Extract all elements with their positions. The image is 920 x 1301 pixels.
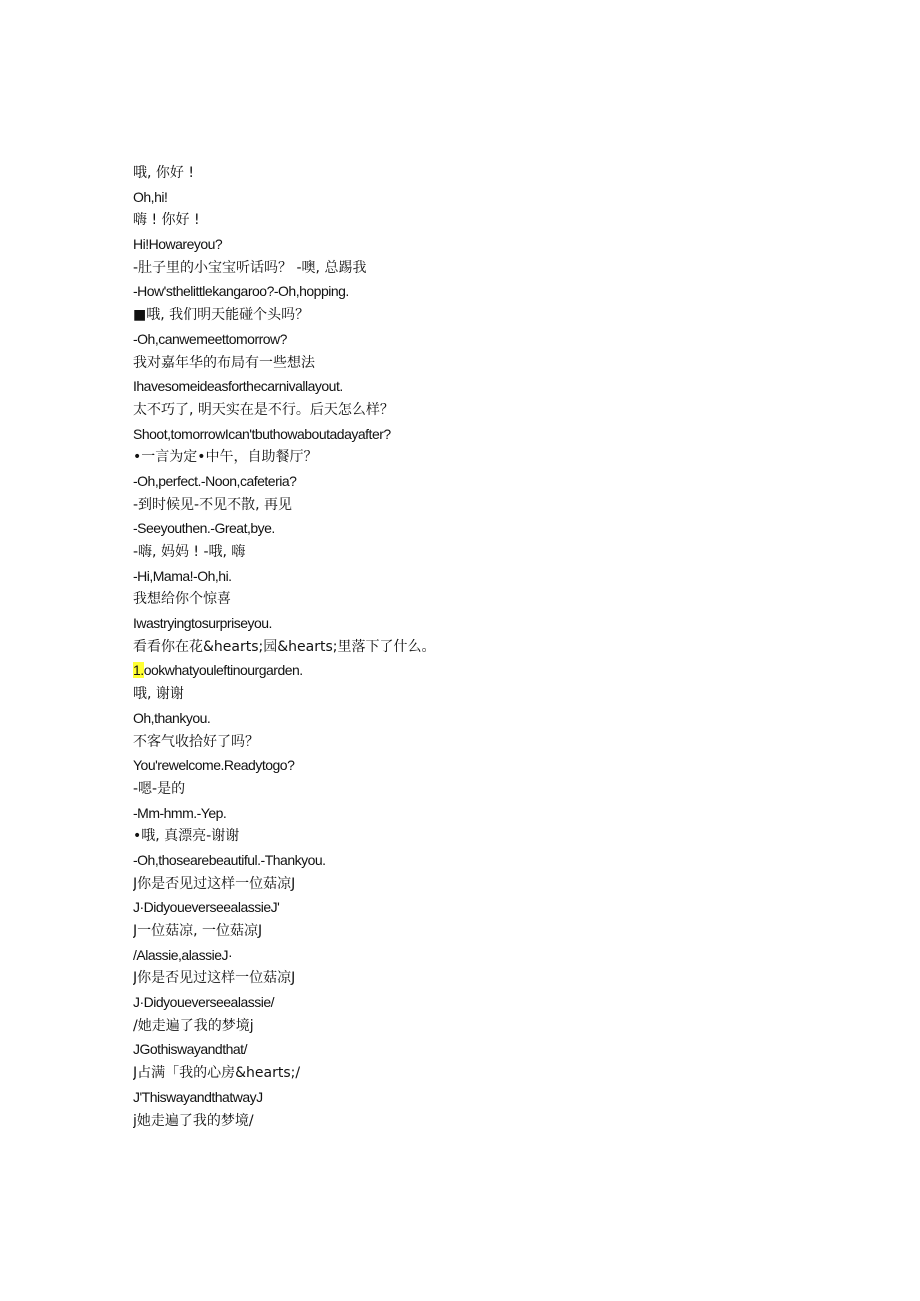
- line-text: J·Didyoueverseealassie/: [133, 994, 275, 1011]
- line-text: J占满「我的心房&hearts;/: [133, 1065, 301, 1082]
- line-text: /她走遍了我的梦境j: [133, 1017, 254, 1034]
- line-text: -到时候见-不见不散, 再见: [133, 496, 293, 513]
- english-line: [133, 802, 833, 826]
- english-line: [133, 849, 833, 873]
- english-line: [133, 707, 833, 731]
- chinese-line: [133, 1062, 833, 1086]
- chinese-line: [133, 352, 833, 376]
- line-text: -肚子里的小宝宝听话吗？ -噢, 总踢我: [133, 259, 367, 276]
- chinese-line: [133, 541, 833, 565]
- line-text: -嗯-是的: [133, 780, 186, 797]
- chinese-line: [133, 446, 833, 470]
- line-text: -Hi,Mama!-Oh,hi.: [133, 567, 232, 584]
- english-line: [133, 944, 833, 968]
- english-line: [133, 517, 833, 541]
- english-line: [133, 233, 833, 257]
- line-text: -Oh,perfect.-Noon,cafeteria?: [133, 472, 297, 489]
- line-text: 哦, 谢谢: [133, 686, 184, 703]
- line-text: -Oh,canwemeettomorrow?: [133, 330, 287, 347]
- line-text: Ihavesomeideasforthecarnivallayout.: [133, 378, 343, 395]
- chinese-line: [133, 1110, 833, 1134]
- chinese-line: [133, 825, 833, 849]
- english-line: [133, 1038, 833, 1062]
- line-text: Oh,hi!: [133, 188, 168, 205]
- english-line: [133, 423, 833, 447]
- line-text: 嗨 ! 你好 !: [133, 212, 200, 229]
- subtitle-lines: [133, 162, 833, 1133]
- english-line: [133, 280, 833, 304]
- line-text: -Mm-hmm.-Yep.: [133, 804, 227, 821]
- english-line: [133, 754, 833, 778]
- chinese-line: [133, 778, 833, 802]
- line-text: •哦, 真漂亮-谢谢: [133, 828, 240, 845]
- highlighted-prefix: 1.: [133, 662, 144, 679]
- chinese-line: [133, 399, 833, 423]
- line-text: Hi!Howareyou?: [133, 236, 223, 253]
- line-text: J·DidyoueverseealassieJ': [133, 899, 280, 916]
- english-line: [133, 991, 833, 1015]
- line-text: •一言为定•中午，自助餐厅？: [133, 449, 318, 466]
- chinese-line: [133, 636, 833, 660]
- line-text: J你是否见过这样一位菇凉J: [133, 875, 296, 892]
- english-line: [133, 470, 833, 494]
- line-text: Iwastryingtosurpriseyou.: [133, 615, 272, 632]
- line-text: ookwhatyouleftinourgarden.: [143, 662, 303, 679]
- line-text: ■哦, 我们明天能碰个头吗？: [133, 307, 310, 324]
- english-line: [133, 328, 833, 352]
- english-line: [133, 565, 833, 589]
- chinese-line: [133, 683, 833, 707]
- line-text: /Alassie,alassieJ·: [133, 946, 233, 963]
- line-text: -嗨, 妈妈 ! -哦, 嗨: [133, 544, 246, 560]
- line-text: 不客气收拾好了吗？: [133, 733, 259, 750]
- line-text: J你是否见过这样一位菇凉J: [133, 970, 296, 987]
- english-line: [133, 659, 833, 683]
- line-text: -How'sthelittlekangaroo?-Oh,hopping.: [133, 283, 349, 300]
- english-line: [133, 186, 833, 210]
- line-text: JGothiswayandthat/: [133, 1041, 247, 1058]
- chinese-line: [133, 494, 833, 518]
- chinese-line: [133, 257, 833, 281]
- english-line: [133, 375, 833, 399]
- chinese-line: [133, 873, 833, 897]
- chinese-line: [133, 967, 833, 991]
- chinese-line: [133, 731, 833, 755]
- line-text: J'ThiswayandthatwayJ: [133, 1088, 263, 1105]
- line-text: Shoot,tomorrowIcan'tbuthowaboutadayafter?: [133, 425, 391, 442]
- chinese-line: [133, 162, 833, 186]
- chinese-line: [133, 920, 833, 944]
- chinese-line: [133, 1015, 833, 1039]
- chinese-line: [133, 588, 833, 612]
- chinese-line: [133, 209, 833, 233]
- chinese-line: [133, 304, 833, 328]
- line-text: -Oh,thosearebeautiful.-Thankyou.: [133, 851, 326, 868]
- english-line: [133, 612, 833, 636]
- line-text: j她走遍了我的梦境/: [133, 1112, 254, 1129]
- line-text: 哦, 你好 !: [133, 165, 194, 181]
- line-text: Oh,thankyou.: [133, 709, 211, 726]
- line-text: -Seeyouthen.-Great,bye.: [133, 520, 275, 537]
- line-text: 我对嘉年华的布局有一些想法: [133, 354, 315, 371]
- line-text: 看看你在花&hearts;园&hearts;里落下了什么。: [133, 638, 436, 655]
- line-text: 我想给你个惊喜: [133, 591, 231, 608]
- line-text: 太不巧了, 明天实在是不行。后天怎么样？: [133, 401, 394, 418]
- english-line: [133, 1086, 833, 1110]
- line-text: J一位菇凉, 一位菇凉J: [133, 923, 263, 939]
- line-text: You'rewelcome.Readytogo?: [133, 757, 295, 774]
- english-line: [133, 896, 833, 920]
